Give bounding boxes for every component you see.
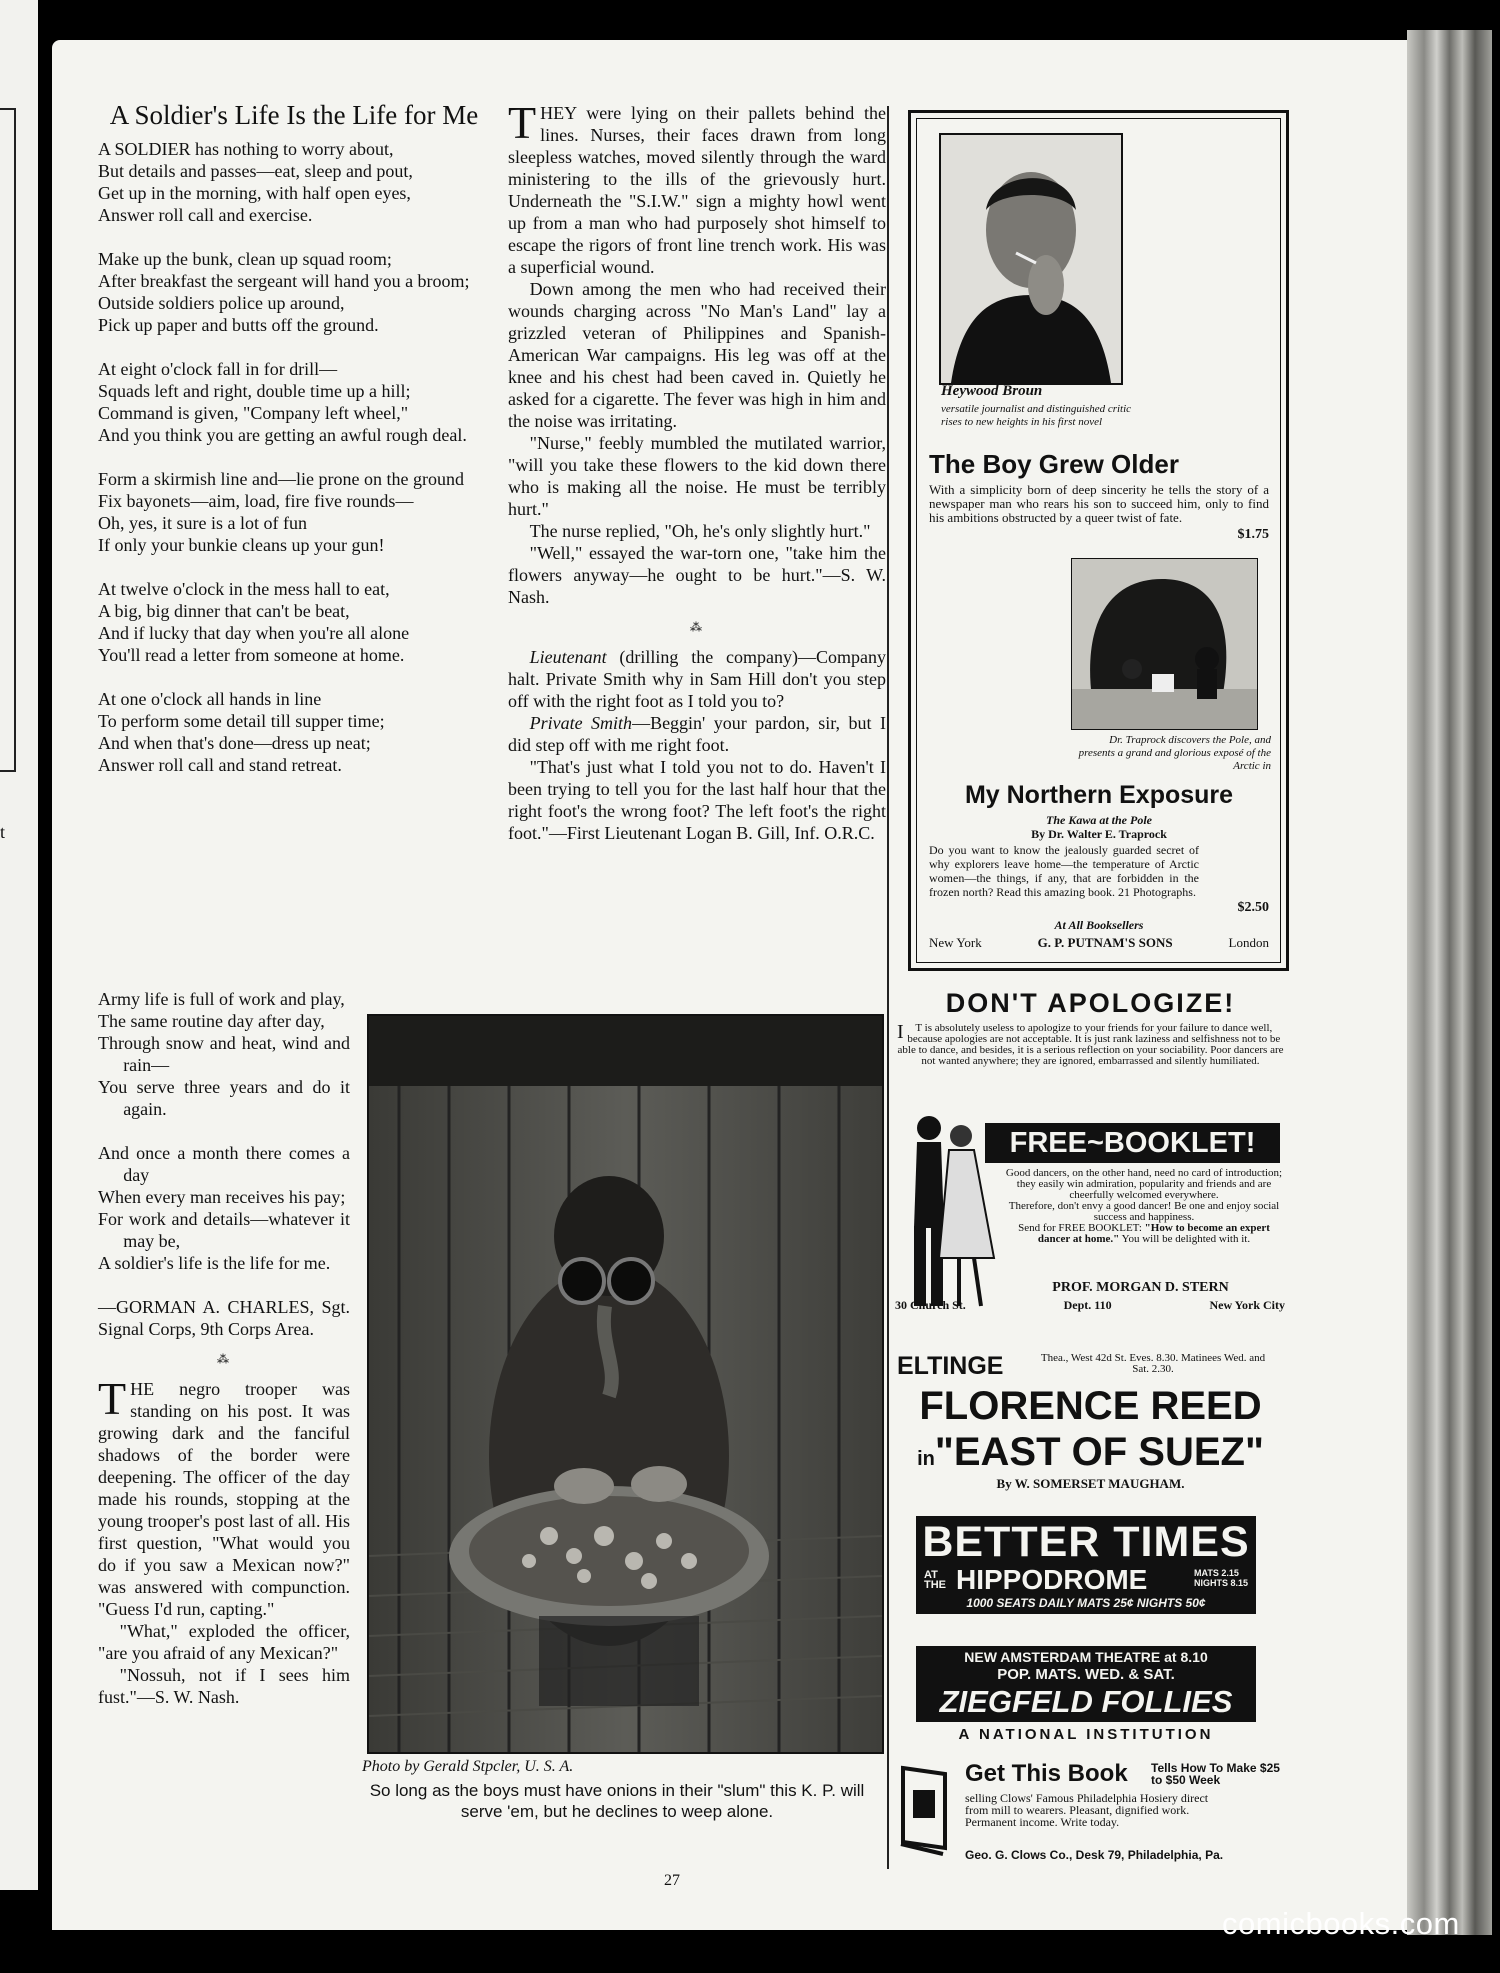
publisher-city-left: New York bbox=[929, 935, 982, 950]
poem-line: A big, big dinner that can't be beat, bbox=[98, 601, 350, 621]
publisher-name: G. P. PUTNAM'S SONS bbox=[1037, 935, 1173, 950]
stern-p1-text: T is absolutely useless to apologize to your friends for your failure to dance well, because apologies are not acceptable. It is just rank laziness and selfishness not to be able to dance, and besides, it is a serious reflection on your sociability. Poor dancers are not wanted anywhere; they are ignored, embarrassed and silently humiliated. bbox=[897, 1022, 1284, 1067]
poem-line: But details and passes—eat, sleep and pout, bbox=[98, 161, 413, 181]
poem-line: You'll read a letter from someone at home. bbox=[98, 645, 405, 665]
eltinge-author: By W. SOMERSET MAUGHAM. bbox=[996, 1476, 1185, 1491]
nurse-story-p1 bbox=[508, 97, 886, 278]
poem-line: Pick up paper and butts off the ground. bbox=[98, 315, 379, 335]
book1-price: $1.75 bbox=[1237, 527, 1269, 542]
dancing-couple-illustration bbox=[899, 1108, 999, 1313]
poem-line: Answer roll call and exercise. bbox=[98, 205, 313, 225]
poem-line: Fix bayonets—aim, load, fire five rounds— bbox=[98, 491, 414, 511]
heywood-broun-portrait bbox=[939, 133, 1123, 385]
previous-page-letter: t bbox=[0, 822, 6, 842]
stern-name: PROF. MORGAN D. STERN bbox=[1052, 1280, 1229, 1295]
dancers-icon bbox=[899, 1108, 999, 1313]
hippodrome-times bbox=[1194, 1568, 1248, 1588]
poem-line: A soldier's life is the life for me. bbox=[98, 1253, 331, 1273]
portrait-name: Heywood Broun bbox=[941, 383, 1043, 399]
nurse-dropcap: T bbox=[508, 97, 537, 148]
clows-company: Geo. G. Clows Co., Desk 79, Philadelphia, Pa. bbox=[965, 1848, 1224, 1862]
poem-line: Command is given, "Company left wheel," bbox=[98, 403, 409, 423]
stern-street: 30 Church St. bbox=[895, 1298, 966, 1312]
publisher-line bbox=[929, 935, 1269, 951]
hippodrome-venue: HIPPODROME bbox=[956, 1564, 1148, 1595]
poem-stanza bbox=[98, 988, 350, 1120]
follies-title: ZIEGFELD FOLLIES bbox=[939, 1684, 1233, 1719]
poem-body bbox=[98, 138, 490, 776]
book-illustration bbox=[893, 1760, 955, 1860]
lieutenant-text: (drilling the company)—Company halt. Private Smith why in Sam Hill don't you step off with the right foot as I told you to? bbox=[508, 647, 887, 711]
book1-title: The Boy Grew Older bbox=[929, 449, 1179, 479]
poem-line: After breakfast the sergeant will hand you a broom; bbox=[98, 271, 470, 291]
follies-mats: POP. MATS. WED. & SAT. bbox=[997, 1666, 1175, 1683]
poem-line: Army life is full of work and play, bbox=[98, 989, 345, 1009]
traprock-photo bbox=[1071, 558, 1258, 730]
poem-signature: —GORMAN A. CHARLES, Sgt. Signal Corps, 9th Corps Area. bbox=[98, 1297, 350, 1339]
stern-dept: Dept. 110 bbox=[1063, 1298, 1112, 1312]
booksellers-line: At All Booksellers bbox=[1054, 918, 1144, 932]
poem-title: A Soldier's Life Is the Life for Me bbox=[109, 100, 479, 130]
lieutenant-label: Lieutenant bbox=[529, 647, 607, 667]
poem-continued-column bbox=[98, 988, 350, 1708]
poem-line: At one o'clock all hands in line bbox=[98, 689, 322, 709]
poem-line: The same routine day after day, bbox=[98, 1011, 325, 1031]
poem-line: You serve three years and do it again. bbox=[98, 1077, 350, 1119]
clows-headline: Get This Book bbox=[965, 1760, 1128, 1787]
hippodrome-at: AT bbox=[924, 1569, 938, 1581]
poem-line: At twelve o'clock in the mess hall to eat, bbox=[98, 579, 390, 599]
eltinge-star: FLORENCE REED bbox=[919, 1384, 1262, 1428]
book-icon bbox=[893, 1760, 955, 1860]
book2-subtitle: The Kawa at the Pole bbox=[1046, 813, 1152, 827]
eltinge-play-line bbox=[893, 1430, 1288, 1475]
poem-stanza bbox=[98, 468, 490, 556]
poem-line: Form a skirmish line and—lie prone on the ground bbox=[98, 469, 464, 489]
poem-line: For work and details—whatever it may be, bbox=[98, 1209, 350, 1251]
book1-description: With a simplicity born of deep sincerity he tells the story of a newspaper man who rears his son to succeed him, only to find his ambitions obstructed by a queer twist of fate. bbox=[929, 482, 1269, 525]
eltinge-play: "EAST OF SUEZ" bbox=[934, 1430, 1264, 1474]
stern-dropcap: I bbox=[897, 1021, 904, 1043]
trooper-story bbox=[98, 1373, 350, 1620]
poem-line: At eight o'clock fall in for drill— bbox=[98, 359, 338, 379]
nurse-story-p3: "Nurse," feebly mumbled the mutilated warrior, "will you take these flowers to the kid down there who is making all the noise. He must be terribly hurt." bbox=[508, 433, 886, 519]
poem-line: And once a month there comes a day bbox=[98, 1143, 350, 1185]
free-booklet-banner: FREE~BOOKLET! bbox=[985, 1123, 1280, 1163]
follies-black-box bbox=[916, 1646, 1256, 1722]
clows-ad bbox=[893, 1760, 1288, 1870]
traprock-caption: Dr. Traprock discovers the Pole, and presents a grand and glorious exposé of the Arctic in bbox=[1078, 734, 1271, 772]
poem-stanza bbox=[98, 358, 490, 446]
page-number: 27 bbox=[664, 1872, 680, 1889]
stories-column bbox=[508, 97, 887, 844]
stern-dance-ad bbox=[893, 988, 1288, 1340]
poem-line: Make up the bunk, clean up squad room; bbox=[98, 249, 392, 269]
trooper-story-p2: "What," exploded the officer, "are you afraid of any Mexican?" bbox=[98, 1621, 350, 1663]
stern-city: New York City bbox=[1209, 1298, 1285, 1312]
poem-line: And when that's done—dress up neat; bbox=[98, 733, 371, 753]
trooper-story-p3: "Nossuh, not if I sees him fust."—S. W. Nash. bbox=[98, 1665, 350, 1707]
section-separator: ⁂ bbox=[217, 1352, 231, 1366]
follies-tagline: A NATIONAL INSTITUTION bbox=[958, 1726, 1214, 1743]
portrait-caption: versatile journalist and distinguished critic rises to new heights in his first novel bbox=[941, 403, 1132, 428]
watermark: comicbooks.com bbox=[1222, 1906, 1460, 1941]
eltinge-ad bbox=[893, 1352, 1288, 1497]
stern-p4-c: You will be delighted with it. bbox=[1119, 1233, 1251, 1245]
eltinge-theatre: ELTINGE bbox=[897, 1352, 1004, 1380]
eltinge-in: in bbox=[917, 1448, 935, 1470]
nurse-story-p5: "Well," essayed the war-torn one, "take him the flowers anyway—he ought to be hurt."—S. W. Nash. bbox=[508, 543, 886, 607]
stern-headline: DON'T APOLOGIZE! bbox=[945, 988, 1236, 1018]
ziegfeld-follies-ad bbox=[916, 1646, 1256, 1746]
lieutenant-story-p2 bbox=[508, 712, 886, 756]
hippodrome-mats: MATS 2.15 bbox=[1194, 1568, 1239, 1578]
portrait-image bbox=[941, 135, 1121, 383]
hippodrome-seats: 1000 SEATS DAILY MATS 25¢ NIGHTS 50¢ bbox=[966, 1596, 1206, 1610]
poem-stanza bbox=[98, 578, 490, 666]
poem-line: Outside soldiers police up around, bbox=[98, 293, 345, 313]
nurse-story-p4: The nurse replied, "Oh, he's only slightly hurt." bbox=[529, 521, 871, 541]
clows-side-text: Tells How To Make $25 to $50 Week bbox=[1151, 1761, 1280, 1787]
private-label: Private Smith bbox=[529, 713, 633, 733]
poem-line: When every man receives his pay; bbox=[98, 1187, 346, 1207]
book2-author: By Dr. Walter E. Traprock bbox=[1031, 827, 1167, 841]
stern-p1 bbox=[893, 1023, 1288, 1067]
eltinge-details: Thea., West 42d St. Eves. 8.30. Matinees Wed. and Sat. 2.30. bbox=[1040, 1352, 1266, 1375]
book2-title: My Northern Exposure bbox=[964, 781, 1234, 809]
poem-line: Squads left and right, double time up a hill; bbox=[98, 381, 411, 401]
nurse-story-p1-text: HEY were lying on their pallets behind the lines. Nurses, their faces drawn from long sleepless watches, moved silently through the ward ministering to the ills of the grievously hurt. Underneath the "S.I.W." sign a mighty howl went up from a man who had purposely shot himself to escape the rigors of front line trench work. His was a superficial wound. bbox=[508, 103, 886, 277]
poem-line: Through snow and heat, wind and rain— bbox=[98, 1033, 350, 1075]
hippodrome-the: THE bbox=[924, 1579, 946, 1591]
stern-p4-b: "How to become an expert dancer at home." bbox=[1037, 1222, 1270, 1245]
photo-credit bbox=[362, 1758, 882, 1776]
soldier-with-gas-mask-image bbox=[369, 1016, 882, 1752]
putnam-ad bbox=[908, 110, 1289, 971]
trooper-story-text: HE negro trooper was standing on his post. It was growing dark and the fanciful shadows of the border were deepening. The officer of the day made his rounds, stopping at the young trooper's post last of all. His first question, "What would you do if you saw a Mexican now?" was answered with compunction. "Guess I'd run, capting." bbox=[98, 1379, 350, 1619]
stern-body bbox=[1003, 1168, 1285, 1245]
lieutenant-story-p3: "That's just what I told you not to do. Haven't I been trying to tell you for the last half hour that the right foot's the wrong foot? The left foot's the right foot."—First Lieutenant Logan B. Gill, Inf. O.R.C. bbox=[508, 757, 886, 843]
stern-p4-a: Send for FREE BOOKLET: bbox=[1018, 1222, 1145, 1234]
arctic-image bbox=[1072, 559, 1257, 729]
poem-line: If only your bunkie cleans up your gun! bbox=[98, 535, 385, 555]
poem-line: And you think you are getting an awful rough deal. bbox=[98, 425, 467, 445]
poem-line: Answer roll call and stand retreat. bbox=[98, 755, 342, 775]
trooper-dropcap: T bbox=[98, 1373, 127, 1424]
kp-soldier-photo bbox=[367, 1014, 884, 1754]
photo-credit-text: Photo by Gerald Stpcler, U. S. A. bbox=[362, 1758, 574, 1775]
private-text: —Beggin' your pardon, sir, but I did step off with me right foot. bbox=[508, 713, 886, 755]
nurse-story-p2: Down among the men who had received their wounds charging across "No Man's Land" lay a grizzled veteran of Philippines and Spanish-American War campaigns. His leg was off at the knee and his chest had been caved in. Quietly he asked for a cigarette. The fever was high in him and the noise was irritating. bbox=[508, 279, 886, 431]
poem-stanza bbox=[98, 1142, 350, 1274]
poem-stanza bbox=[98, 248, 490, 336]
poem-column bbox=[98, 100, 490, 798]
poem-stanza bbox=[98, 138, 490, 226]
poem-line: Get up in the morning, with half open eyes, bbox=[98, 183, 411, 203]
book-gutter bbox=[1407, 30, 1492, 1935]
poem-line: A SOLDIER has nothing to worry about, bbox=[98, 139, 394, 159]
stern-p3: Therefore, don't envy a good dancer! Be one and enjoy social success and happiness. bbox=[1008, 1200, 1280, 1223]
publisher-city-right: London bbox=[1228, 935, 1269, 950]
clows-body: selling Clows' Famous Philadelphia Hosiery direct from mill to wearers. Pleasant, dignified work. Permanent income. Write today. bbox=[965, 1791, 1209, 1829]
photo-story: So long as the boys must have onions in their "slum" this K. P. will serve 'em, but he declines to weep alone. bbox=[369, 1781, 865, 1821]
hippodrome-at-the bbox=[924, 1570, 946, 1590]
book2-price: $2.50 bbox=[1237, 900, 1269, 915]
poem-line: And if lucky that day when you're all alone bbox=[98, 623, 410, 643]
column-rule bbox=[887, 106, 889, 1869]
hippodrome-headline: BETTER TIMES bbox=[922, 1518, 1250, 1566]
follies-theatre: NEW AMSTERDAM THEATRE at 8.10 bbox=[964, 1649, 1208, 1665]
lieutenant-story-p1 bbox=[508, 646, 886, 712]
stern-address bbox=[895, 1298, 1285, 1313]
poem-line: To perform some detail till supper time; bbox=[98, 711, 385, 731]
poem-stanza bbox=[98, 688, 490, 776]
hippodrome-ad bbox=[916, 1516, 1256, 1614]
section-separator-2: ⁂ bbox=[690, 620, 704, 634]
hippodrome-nights: NIGHTS 8.15 bbox=[1194, 1578, 1249, 1588]
book2-description: Do you want to know the jealously guarded secret of why explorers leave home—the temperature of Arctic women—the things, if any, that are forbidden in the frozen north? Read this amazing book. 21 Photographs. bbox=[929, 843, 1199, 899]
poem-line: Oh, yes, it sure is a lot of fun bbox=[98, 513, 307, 533]
stern-p2: Good dancers, on the other hand, need no card of introduction; they easily win admiration, popularity and friends and are cheerfully welcomed everywhere. bbox=[1005, 1167, 1283, 1201]
previous-page-frame bbox=[0, 108, 16, 772]
poem-body-continued bbox=[98, 988, 350, 1274]
